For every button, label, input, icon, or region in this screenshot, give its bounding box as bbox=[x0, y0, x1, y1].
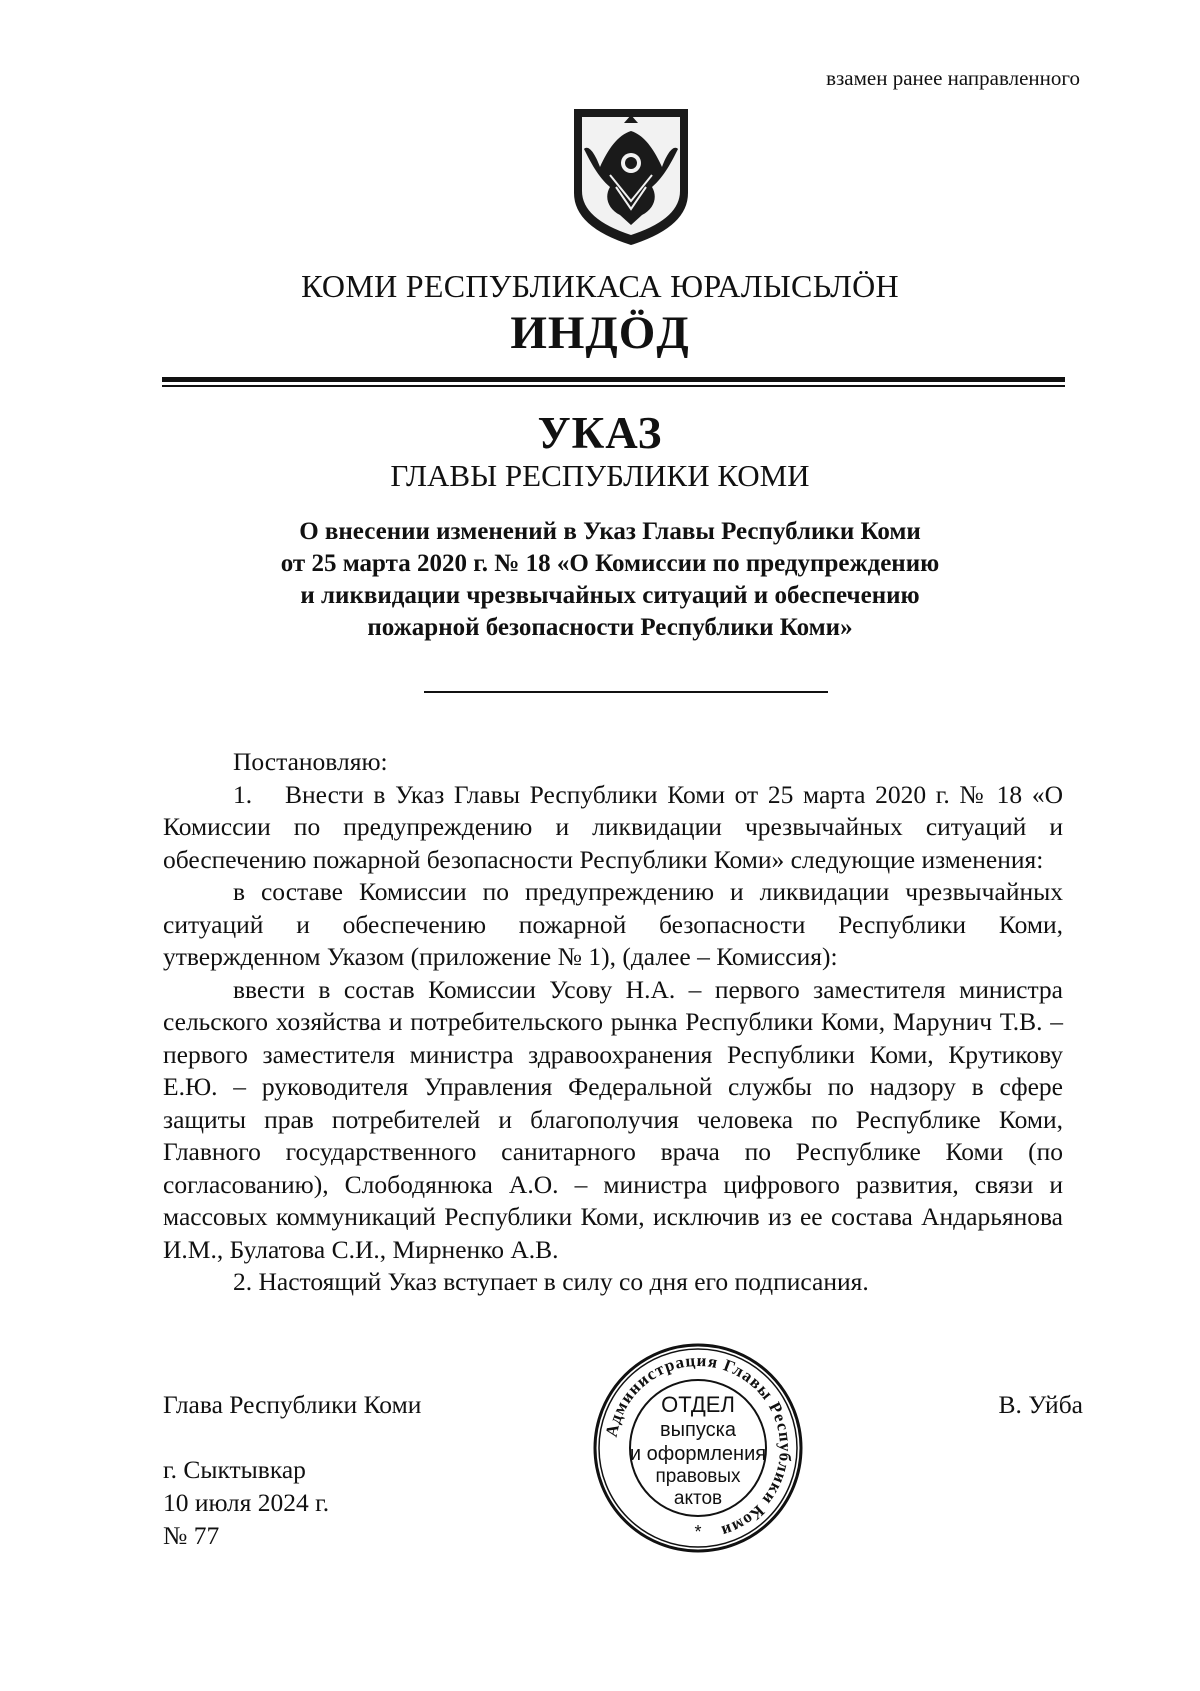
stamp-center-line: актов bbox=[673, 1488, 723, 1509]
decree-number: № 77 bbox=[163, 1521, 220, 1550]
item-1-paragraph bbox=[163, 779, 1063, 877]
decree-body bbox=[163, 746, 1063, 1299]
signer-position: Глава Республики Коми bbox=[163, 1390, 422, 1419]
commission-paragraph: в составе Комиссии по предупреждению и ликвидации чрезвычайных ситуаций и обеспечению пожарной безопасности Республики Коми, утвержденном Указом (приложение № 1), (далее – Комиссия): bbox=[163, 877, 1063, 971]
item-1-text: Внести в Указ Главы Республики Коми от 25 марта 2020 г. № 18 «О Комиссии по предупреждению и ликвидации чрезвычайных ситуаций и обеспечению пожарной безопасности Республики Коми» следующие изменения: bbox=[163, 779, 1063, 874]
stamp-center-line: ОТДЕЛ bbox=[661, 1392, 735, 1417]
komi-coat-of-arms-icon bbox=[570, 105, 692, 247]
stamp-center-line: выпуска bbox=[660, 1419, 736, 1441]
replacement-note: взамен ранее направленного bbox=[826, 66, 1080, 90]
item-2-paragraph: 2. Настоящий Указ вступает в силу со дня его подписания. bbox=[233, 1267, 869, 1296]
intro-paragraph: Постановляю: bbox=[233, 747, 388, 776]
subject-divider bbox=[424, 691, 828, 693]
stamp-ring-text: Администрация Главы Республики Коми bbox=[601, 1350, 796, 1542]
subject-line: пожарной безопасности Республики Коми» bbox=[367, 614, 853, 641]
signing-date: 10 июля 2024 г. bbox=[163, 1488, 330, 1517]
header-divider-thick bbox=[162, 377, 1065, 382]
members-paragraph: ввести в состав Комиссии Усову Н.А. – первого заместителя министра сельского хозяйства и потребительского рынка Республики Коми, Марунич Т.В. – первого заместителя министра здравоохранения Республики Коми, Крутикову Е.Ю. – руководителя Управления Федеральной службы по надзору в сфере защиты прав потребителей и благополучия человека по Республике Коми, Главного государственного санитарного врача по Республике Коми (по согласованию), Слободянюка А.О. – министра цифрового развития, связи и массовых коммуникаций Республики Коми, исключив из ее состава Андарьянова И.М., Булатова С.И., Мирненко А.В. bbox=[163, 974, 1063, 1264]
official-stamp bbox=[592, 1342, 804, 1554]
decree-subtitle: ГЛАВЫ РЕСПУБЛИКИ КОМИ bbox=[390, 458, 810, 493]
signer-name: В. Уйба bbox=[998, 1390, 1083, 1419]
stamp-center-line: и оформления bbox=[629, 1443, 767, 1465]
subject-line: О внесении изменений в Указ Главы Республики Коми bbox=[299, 518, 921, 545]
subject-line: от 25 марта 2020 г. № 18 «О Комиссии по предупреждению bbox=[280, 550, 940, 577]
signing-place: г. Сыктывкар bbox=[163, 1455, 306, 1484]
indod-title: ИНДӦД bbox=[510, 307, 690, 359]
republic-komi-title: КОМИ РЕСПУБЛИКАСА ЮРАЛЫСЬЛӦН bbox=[301, 268, 899, 304]
subject-line: и ликвидации чрезвычайных ситуаций и обеспечению bbox=[300, 582, 920, 609]
stamp-center-line: правовых bbox=[655, 1466, 741, 1487]
stamp-star-mark: * bbox=[694, 1522, 702, 1542]
item-1-number: 1. bbox=[233, 779, 253, 809]
decree-subject bbox=[170, 516, 1050, 644]
header-divider-thin bbox=[162, 385, 1065, 387]
decree-title: УКАЗ bbox=[537, 408, 663, 458]
